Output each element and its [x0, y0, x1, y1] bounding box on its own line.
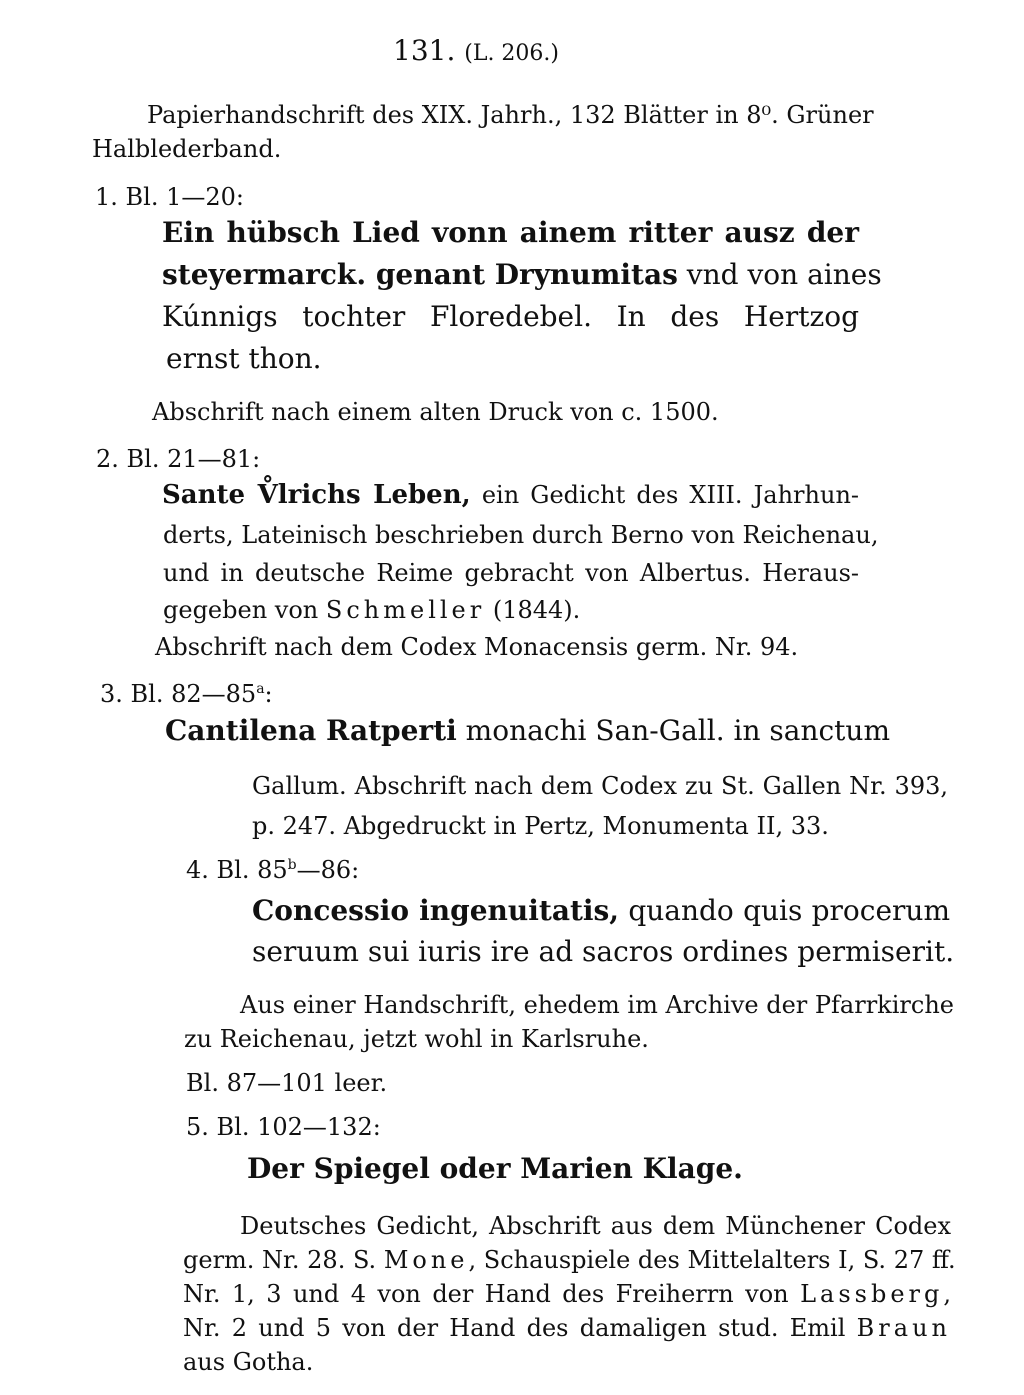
item-5-desc-3a: Nr. 1, 3 und 4 von der Hand des Freiherrn von [183, 1280, 789, 1308]
item-5-desc-4a: Nr. 2 und 5 von der Hand des damaligen stud. Emil [183, 1314, 846, 1342]
item-3-location [100, 679, 273, 709]
item-1-title-bold: steyermarck. genant Drynumitas [162, 258, 678, 291]
item-5-name-lassberg: Lassberg [800, 1280, 944, 1308]
item-4-note-line-2: zu Reichenau, jetzt wohl in Karlsruhe. [184, 1025, 649, 1053]
item-5-editor-mone: Mone [383, 1246, 469, 1274]
blank-leaves-note: Bl. 87—101 leer. [186, 1069, 388, 1097]
item-1-note: Abschrift nach einem alten Druck von c. 1500. [152, 398, 719, 426]
item-5-desc-line-1: Deutsches Gedicht, Abschrift aus dem Münchener Codex [240, 1212, 951, 1240]
item-1-title-line-2 [162, 256, 882, 294]
item-5-desc-line-2 [183, 1245, 956, 1275]
item-2-editor-name: Schmeller [325, 596, 486, 624]
entry-number: 131. [393, 34, 456, 67]
item-1-title-line-1: Ein hübsch Lied vonn ainem ritter ausz der [162, 216, 859, 249]
item-3-location-range: 3. Bl. 82—85 [100, 680, 257, 708]
item-5-title: Der Spiegel oder Marien Klage. [247, 1152, 743, 1185]
item-3-line-1 [165, 712, 891, 750]
item-5-name-braun: Braun [856, 1314, 951, 1342]
item-1-title-normal: vnd von aines [686, 258, 882, 291]
item-2-line-3: und in deutsche Reime gebracht von Albertus. Heraus- [163, 559, 859, 587]
item-2-title-normal: ein Gedicht des XIII. Jahrhun- [481, 481, 860, 509]
item-1-title-line-3: Kúnnigs tochter Floredebel. In des Hertzog [162, 300, 859, 333]
item-2-line-4 [163, 595, 580, 625]
item-2-note: Abschrift nach dem Codex Monacensis germ. Nr. 94. [155, 633, 799, 661]
item-3-title-normal: monachi San-Gall. in sanctum [465, 714, 891, 747]
item-4-title-normal: quando quis procerum [628, 894, 951, 927]
item-2-editor-year: (1844). [492, 596, 581, 624]
item-2-location: 2. Bl. 21—81: [96, 445, 261, 473]
item-4-location-sup: b [287, 857, 297, 873]
item-4-line-1 [252, 892, 950, 930]
item-5-desc-line-4 [183, 1313, 951, 1343]
item-1-title-line-4: ernst thon. [166, 342, 322, 375]
item-5-desc-2b: , Schauspiele des Mittelalters I, S. 27 ff. [468, 1246, 956, 1274]
item-2-title-bold: Sante V̊lrichs Leben, [162, 480, 471, 510]
item-5-desc-3b: , [943, 1280, 951, 1308]
description-line-2: Halblederband. [92, 135, 282, 163]
item-3-location-sup: a [256, 681, 265, 697]
description-line-1: Papierhandschrift des XIX. Jahrh., 132 Blätter in 8⁰. Grüner [147, 101, 874, 129]
item-2-line-1 [162, 480, 859, 510]
item-2-line-2: derts, Lateinisch beschrieben durch Berno von Reichenau, [163, 521, 879, 549]
page-heading [393, 36, 559, 69]
item-4-line-2: seruum sui iuris ire ad sacros ordines permiserit. [252, 935, 955, 968]
item-3-line-2: Gallum. Abschrift nach dem Codex zu St. Gallen Nr. 393, [252, 772, 948, 800]
item-5-desc-2a: germ. Nr. 28. S. [183, 1246, 377, 1274]
item-3-location-colon: : [264, 680, 273, 708]
item-4-note-line-1: Aus einer Handschrift, ehedem im Archive der Pfarrkirche [240, 991, 954, 1019]
item-5-location: 5. Bl. 102—132: [186, 1113, 381, 1141]
item-4-location [186, 855, 359, 885]
item-4-title-bold: Concessio ingenuitatis, [252, 894, 620, 927]
item-2-editor-prefix: gegeben von [163, 596, 319, 624]
item-5-desc-line-3 [183, 1279, 951, 1309]
item-3-title-bold: Cantilena Ratperti [165, 714, 457, 747]
item-4-location-end: —86: [296, 856, 360, 884]
item-3-line-3: p. 247. Abgedruckt in Pertz, Monumenta II, 33. [252, 812, 829, 840]
item-4-location-range: 4. Bl. 85 [186, 856, 288, 884]
item-5-desc-line-5: aus Gotha. [183, 1348, 314, 1376]
entry-reference: (L. 206.) [464, 41, 559, 66]
item-1-location: 1. Bl. 1—20: [95, 183, 244, 211]
